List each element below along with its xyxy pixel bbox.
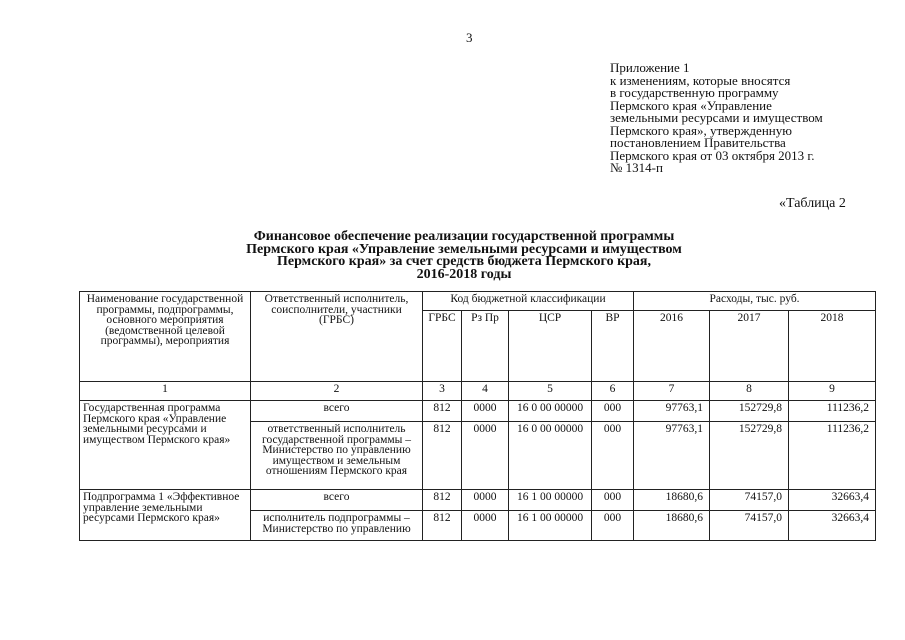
header-name: Наименование государственной программы, подпрограммы, основного мероприятия (ведомственной целевой программы), мероприятия xyxy=(80,292,251,382)
column-number: 5 xyxy=(509,382,592,401)
column-number: 6 xyxy=(592,382,634,401)
amount-2016-cell: 97763,1 xyxy=(634,401,710,422)
column-number: 4 xyxy=(462,382,509,401)
header-2017: 2017 xyxy=(710,311,789,382)
header-2016: 2016 xyxy=(634,311,710,382)
rzpr-cell: 0000 xyxy=(462,422,509,490)
column-number: 7 xyxy=(634,382,710,401)
grbs-cell: 812 xyxy=(423,490,462,511)
column-number: 3 xyxy=(423,382,462,401)
amount-2017-cell: 152729,8 xyxy=(710,422,789,490)
amount-2017-cell: 152729,8 xyxy=(710,401,789,422)
table-row xyxy=(80,401,876,422)
header-budget-code: Код бюджетной классификации xyxy=(423,292,634,311)
table-caption: «Таблица 2 xyxy=(779,196,846,211)
amount-2017-cell: 74157,0 xyxy=(710,511,789,541)
header-expenses: Расходы, тыс. руб. xyxy=(634,292,876,311)
rzpr-cell: 0000 xyxy=(462,401,509,422)
executor-cell: исполнитель подпрограммы – Министерство по управлению xyxy=(251,511,423,541)
header-executor: Ответственный исполнитель, соисполнители, участники (ГРБС) xyxy=(251,292,423,382)
amount-2016-cell: 18680,6 xyxy=(634,511,710,541)
appendix-note: Приложение 1 к изменениям, которые вносятся в государственную программу Пермского края «Управление земельными ресурсами и имуществом Пермского края», утвержденную постановлением Правительства Пермского края от 03 октября 2013 г. № 1314-п xyxy=(610,60,823,175)
header-csr: ЦСР xyxy=(509,311,592,382)
column-number: 8 xyxy=(710,382,789,401)
page-number: 3 xyxy=(466,30,473,45)
column-number: 1 xyxy=(80,382,251,401)
header-rzpr: Рз Пр xyxy=(462,311,509,382)
rzpr-cell: 0000 xyxy=(462,490,509,511)
grbs-cell: 812 xyxy=(423,401,462,422)
amount-2018-cell: 111236,2 xyxy=(789,422,876,490)
column-number-row xyxy=(80,382,876,401)
header-vr: ВР xyxy=(592,311,634,382)
vr-cell: 000 xyxy=(592,401,634,422)
executor-cell: всего xyxy=(251,401,423,422)
csr-cell: 16 0 00 00000 xyxy=(509,422,592,490)
financing-table xyxy=(79,291,876,541)
csr-cell: 16 1 00 00000 xyxy=(509,511,592,541)
header-row-1 xyxy=(80,292,876,311)
executor-cell: всего xyxy=(251,490,423,511)
amount-2017-cell: 74157,0 xyxy=(710,490,789,511)
column-number: 2 xyxy=(251,382,423,401)
vr-cell: 000 xyxy=(592,490,634,511)
rzpr-cell: 0000 xyxy=(462,511,509,541)
header-grbs: ГРБС xyxy=(423,311,462,382)
amount-2016-cell: 18680,6 xyxy=(634,490,710,511)
csr-cell: 16 1 00 00000 xyxy=(509,490,592,511)
subprogram-name-cell: Подпрограмма 1 «Эффективное управление земельными ресурсами Пермского края» xyxy=(80,490,251,541)
amount-2016-cell: 97763,1 xyxy=(634,422,710,490)
header-2018: 2018 xyxy=(789,311,876,382)
table-row xyxy=(80,490,876,511)
csr-cell: 16 0 00 00000 xyxy=(509,401,592,422)
vr-cell: 000 xyxy=(592,511,634,541)
amount-2018-cell: 32663,4 xyxy=(789,490,876,511)
grbs-cell: 812 xyxy=(423,422,462,490)
amount-2018-cell: 32663,4 xyxy=(789,511,876,541)
column-number: 9 xyxy=(789,382,876,401)
program-name-cell: Государственная программа Пермского края «Управление земельными ресурсами и имуществом Пермского края» xyxy=(80,401,251,490)
grbs-cell: 812 xyxy=(423,511,462,541)
executor-cell: ответственный исполнитель государственной программы – Министерство по управлению имуществом и земельным отношениям Пермского края xyxy=(251,422,423,490)
amount-2018-cell: 111236,2 xyxy=(789,401,876,422)
document-title: Финансовое обеспечение реализации государственной программы Пермского края «Управление земельными ресурсами и имуществом Пермского края» за счет средств бюджета Пермского края, 2016-2018 годы xyxy=(246,229,682,282)
vr-cell: 000 xyxy=(592,422,634,490)
